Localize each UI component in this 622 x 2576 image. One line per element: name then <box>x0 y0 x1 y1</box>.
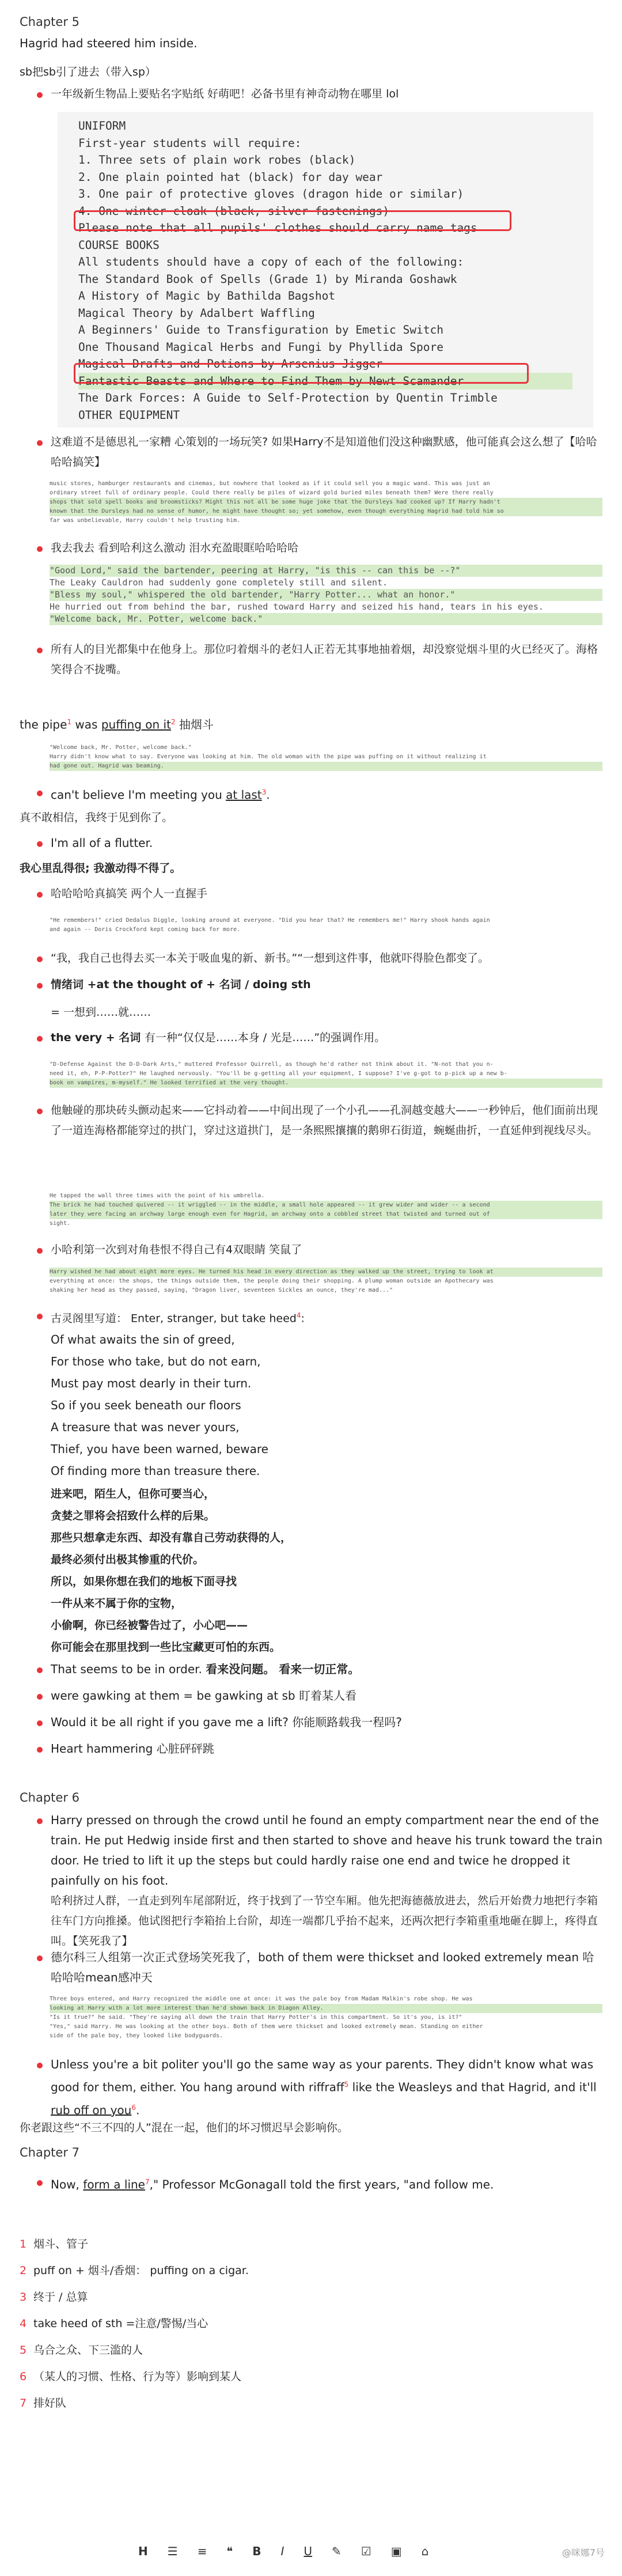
excerpt-line: everything at once: the shops, the things outside them, the people doing their shopping. A plump woman outside an Apothecary was <box>50 1278 494 1284</box>
list-item <box>51 2172 494 2195</box>
footnote <box>20 2368 241 2384</box>
list-item: Heart hammering 心脏砰砰跳 <box>51 1742 214 1756</box>
underlined-phrase: form a line <box>83 2177 145 2192</box>
text: was <box>71 717 101 732</box>
code-line: OTHER EQUIPMENT <box>78 408 180 422</box>
text: 抽烟斗 <box>175 717 214 732</box>
poem-line: Of what awaits the sin of greed, <box>51 1333 235 1346</box>
code-line: A Beginners' Guide to Transfiguration by Emetic Switch <box>78 323 443 336</box>
text: 有一种“仅仅是……本身 / 光是……”的强调作用。 <box>144 1031 386 1044</box>
excerpt-line-highlighted: had gone out. Hagrid was beaming. <box>50 762 602 771</box>
code-line: Magical Theory by Adalbert Waffling <box>78 306 315 320</box>
excerpt-line: side of the pale boy, they looked like bodyguards. <box>50 2033 223 2039</box>
list-item: 德尔科三人组第一次正式登场笑死我了，both of them were thickset and looked extremely mean 哈哈哈哈mean感冲天 <box>51 1950 594 1984</box>
poem-line: 最终必须付出极其惨重的代价。 <box>51 1553 204 1566</box>
book-excerpt <box>50 1995 602 2044</box>
list-item: 所有人的目光都集中在他身上。那位叼着烟斗的老妇人正若无其事地抽着烟，却没察觉烟斗里的火已经灭了。海格笑得合不拢嘴。 <box>51 643 598 676</box>
bullet-dot <box>37 1720 43 1726</box>
footnote-text: 烟斗、管子 <box>33 2238 89 2250</box>
poem-line: 所以，如果你想在我们的地板下面寻找 <box>51 1575 237 1588</box>
footnote-number: 4 <box>20 2317 27 2330</box>
code-line: The Standard Book of Spells (Grade 1) by Miranda Goshawk <box>78 272 457 286</box>
list-item: 这难道不是德思礼一家糟 心策划的一场玩笑? 如果Harry不是知道他们没这种幽默感，他可能真会这么想了【哈哈哈哈搞笑】 <box>51 436 597 468</box>
code-line: All students should have a copy of each of the following: <box>78 255 464 268</box>
poem-english <box>51 1329 268 1482</box>
code-line: COURSE BOOKS <box>78 238 160 252</box>
text: 古灵阁里写道： Enter, stranger, but take heed <box>51 1312 297 1325</box>
excerpt-line: shaking her head as they passed, saying, "Dragon liver, seventeen Sickles an ounce, they're mad..." <box>50 1287 393 1293</box>
text: can't believe I'm meeting you <box>51 788 226 802</box>
bullet-dot <box>37 1036 43 1042</box>
code-line: First-year students will require: <box>78 136 302 150</box>
footnote-ref[interactable]: 7 <box>145 2178 150 2186</box>
code-line: 4. One winter cloak (black, silver fastenings) <box>78 204 390 218</box>
excerpt-line: and again -- Doris Crockford kept coming back for more. <box>50 926 241 933</box>
paragraph: 你老跟这些“不三不四的人”混在一起，他们的坏习惯迟早会影响你。 <box>20 2121 348 2134</box>
bullet-dot <box>37 546 43 552</box>
code-line: A History of Magic by Bathilda Bagshot <box>78 289 336 302</box>
code-line: 1. Three sets of plain work robes (black) <box>78 153 356 167</box>
footnote-text: take heed of sth =注意/警惕/当心 <box>33 2317 208 2330</box>
book-excerpt <box>50 479 602 529</box>
code-line: 3. One pair of protective gloves (dragon hide or similar) <box>78 187 464 201</box>
footnote-number: 7 <box>20 2397 27 2409</box>
excerpt-line: The Leaky Cauldron had suddenly gone completely still and silent. <box>50 577 388 588</box>
footnote-ref[interactable]: 4 <box>296 1311 301 1319</box>
list-item: 我去我去 看到哈利这么激动 泪水充盈眼眶哈哈哈哈 <box>51 542 299 554</box>
list-item: 小哈利第一次到对角巷恨不得自己有4双眼睛 笑鼠了 <box>51 1243 302 1256</box>
poem-line: 那些只想拿走东西、却没有靠自己劳动获得的人， <box>51 1531 292 1544</box>
list-icon[interactable]: ☰ <box>167 2544 178 2558</box>
excerpt-line: "Is it true?" he said. "They're saying all down the train that Harry Potter's in this compartment. So it's you, is it?" <box>50 2014 462 2021</box>
footnote <box>20 2342 143 2357</box>
underlined-phrase: at last <box>226 788 262 802</box>
footnote-ref[interactable]: 1 <box>67 718 72 726</box>
bullet-dot <box>37 790 43 796</box>
bullet-dot <box>37 892 43 898</box>
excerpt-line: need it, eh, P-P-Potter?" He laughed nervously. "You'll be g-getting all your equipment, I suppose? I've g-got to p-pick up a new b- <box>50 1071 507 1077</box>
bullet-dot <box>37 841 43 847</box>
code-line: One Thousand Magical Herbs and Fungi by Phyllida Spore <box>78 340 443 354</box>
text: the very + 名词 <box>51 1031 145 1044</box>
bullet-dot <box>37 1248 43 1254</box>
text: . <box>135 2103 140 2117</box>
excerpt-line-highlighted: Harry wished he had about eight more eyes. He turned his head in every direction as they walked up the street, trying to look at <box>50 1268 602 1277</box>
red-annotation-box <box>74 363 529 384</box>
footnote-number: 2 <box>20 2264 27 2277</box>
text: like the Weasleys and that Hagrid, and it'll <box>348 2080 597 2094</box>
link-icon[interactable]: ⌂ <box>421 2544 429 2558</box>
excerpt-line: Three boys entered, and Harry recognized the middle one at once: it was the pale boy from Madam Malkin's robe shop. He was <box>50 1996 473 2002</box>
footnote-ref[interactable]: 5 <box>344 2081 349 2089</box>
bullet-dot <box>37 2063 43 2068</box>
paragraph: 真不敢相信，我终于见到你了。 <box>20 811 173 824</box>
paragraph: sb把sb引了进去（带入sp） <box>20 66 156 78</box>
excerpt-line: "He remembers!" cried Dedalus Diggle, looking around at everyone. "Did you hear that? He remembers me!" Harry shook hands again <box>50 917 490 924</box>
excerpt-line: far was unbelievable, Harry couldn't help trusting him. <box>50 517 241 524</box>
heading-button[interactable]: H <box>138 2544 148 2558</box>
poem-line: For those who take, but do not earn, <box>51 1355 261 1368</box>
footnote-text: 终于 / 总算 <box>33 2291 88 2303</box>
poem-line: 进来吧，陌生人，但你可要当心， <box>51 1488 215 1500</box>
bullet-dot <box>37 92 43 98</box>
poem-line: A treasure that was never yours, <box>51 1420 240 1434</box>
poem-line: 贪婪之罪将会招致什么样的后果。 <box>51 1510 215 1522</box>
excerpt-line: music stores, hamburger restaurants and cinemas, but nowhere that looked as if it could sell you a magic wand. This was just an <box>50 481 490 487</box>
bullet-dot <box>37 2180 43 2186</box>
underline-button[interactable]: U <box>304 2544 313 2558</box>
bullet-dot <box>37 983 43 989</box>
sub-note: = 一想到……就…… <box>51 1006 151 1019</box>
code-line: The Dark Forces: A Guide to Self-Protection by Quentin Trimble <box>78 391 498 404</box>
poem-line: So if you seek beneath our floors <box>51 1398 241 1412</box>
list-item: I'm all of a flutter. <box>51 836 153 850</box>
paragraph: Hagrid had steered him inside. <box>20 36 198 50</box>
bullet-dot <box>37 1109 43 1114</box>
red-annotation-box <box>74 210 511 231</box>
bullet-dot <box>37 1667 43 1673</box>
excerpt-line-highlighted: "Bless my soul," whispered the old bartender, "Harry Potter... what an honor." <box>50 589 602 601</box>
bullet-dot <box>37 1314 43 1319</box>
bullet-dot <box>37 956 43 962</box>
list-item <box>51 782 270 805</box>
text: . <box>266 788 270 802</box>
code-line: 2. One plain pointed hat (black) for day wear <box>78 170 383 184</box>
list-item <box>51 1028 385 1048</box>
bullet-dot <box>37 1955 43 1961</box>
footnote-number: 6 <box>20 2370 27 2383</box>
image-icon[interactable]: ▣ <box>390 2544 402 2558</box>
poem-line: 小偷啊，你已经被警告过了，小心吧—— <box>51 1619 248 1632</box>
brush-icon[interactable]: ✎ <box>332 2544 342 2558</box>
footnote <box>20 2315 208 2331</box>
footnote-ref[interactable]: 2 <box>170 718 176 726</box>
footnote-number: 3 <box>20 2291 27 2303</box>
text: That seems to be in order. <box>51 1662 206 1676</box>
watermark: @咪娜7号 <box>562 2547 605 2558</box>
excerpt-line: Harry didn't know what to say. Everyone was looking at him. The old woman with the pipe was puffing on it without realizing it <box>50 754 487 760</box>
footnote-text: （某人的习惯、性格、行为等）影响到某人 <box>33 2370 242 2383</box>
italic-button[interactable]: I <box>280 2544 285 2558</box>
bullet-dot <box>37 648 43 653</box>
code-line: Magical Drafts and Potions by Arsenius Jigger <box>78 357 383 370</box>
excerpt-line-highlighted: book on vampires, m-myself." He looked terrified at the very thought. <box>50 1079 602 1088</box>
ordered-list-icon[interactable]: ≡ <box>197 2544 207 2558</box>
text: Unless you're a bit politer you'll go the same way as your parents. They didn't know what was good for them, either. You hang around with riffraff <box>51 2057 594 2094</box>
bullet-dot <box>37 1818 43 1824</box>
footnote-ref[interactable]: 6 <box>131 2103 136 2112</box>
excerpt-line: ordinary street full of ordinary people. Could there really be piles of wizard gold buried miles beneath them? Were there really <box>50 490 494 496</box>
list-item: Would it be all right if you gave me a lift? 你能顺路载我一程吗? <box>51 1715 402 1729</box>
underlined-phrase: rub off on you <box>51 2103 132 2117</box>
excerpt-line-highlighted: shops that sold spell books and broomsticks? Might this not all be some huge joke that the Dursleys had cooked up? If Harry hadn't <box>50 498 602 507</box>
code-line: UNIFORM <box>78 119 126 133</box>
code-line: Please note that all pupils' clothes should carry name tags <box>78 221 477 234</box>
excerpt-line: "Yes," said Harry. He was looking at the other boys. Both of them were thickset and looked extremely mean. Standing on either <box>50 2023 483 2030</box>
poem-line: Thief, you have been warned, beware <box>51 1442 268 1456</box>
excerpt-line: sight. <box>50 1220 71 1227</box>
text: 看来没问题。 看来一切正常。 <box>206 1662 360 1676</box>
poem-chinese <box>51 1483 291 1658</box>
poem-line: 你可能会在那里找到一些比宝藏更可怕的东西。 <box>51 1641 281 1654</box>
bold-button[interactable]: B <box>252 2544 261 2558</box>
list-item <box>51 2055 604 2120</box>
paragraph: 哈利挤过人群，一直走到列车尾部附近，终于找到了一节空车厢。他先把海德薇放进去，然后开始费力地把行李箱往车门方向推搡。他试图把行李箱抬上台阶，却连一端都几乎抬不起来，还两次把行李箱重重地砸在脚上，疼得直叫。【笑死我了】 <box>51 1894 598 1947</box>
book-excerpt <box>50 565 602 627</box>
book-excerpt <box>50 916 602 937</box>
list-item: “我，我自己也得去买一本关于吸血鬼的新、新书。”“一想到这件事，他就吓得脸色都变了。 <box>51 952 490 964</box>
excerpt-line-highlighted: looking at Harry with a lot more interest than he'd shown back in Diagon Alley. <box>50 2004 602 2013</box>
excerpt-line-highlighted: later they were facing an archway large enough even for Hagrid, an archway onto a cobbled street that twisted and turned out of <box>50 1210 602 1219</box>
footnote-text: puff on + 烟斗/香烟： puffing on a cigar. <box>33 2264 249 2277</box>
text: : <box>301 1312 305 1325</box>
excerpt-line-highlighted: The brick he had touched quivered -- it wriggled -- in the middle, a small hole appeared -- it grew wider and wider -- a second <box>50 1201 602 1210</box>
footnote-text: 排好队 <box>33 2397 67 2409</box>
footnote-text: 乌合之众、下三滥的人 <box>33 2344 143 2356</box>
chapter-6-heading: Chapter 6 <box>20 1791 79 1805</box>
footnote-number: 5 <box>20 2344 27 2356</box>
chapter-5-heading: Chapter 5 <box>20 15 79 29</box>
list-item <box>51 1659 359 1679</box>
footnote <box>20 2288 88 2304</box>
bullet-dot <box>37 1694 43 1700</box>
footnote <box>20 2235 88 2251</box>
checkbox-icon[interactable]: ☑ <box>361 2544 371 2558</box>
excerpt-line-highlighted: "Good Lord," said the bartender, peering at Harry, "is this -- can this be --?" <box>50 565 602 577</box>
list-item <box>51 1306 305 1329</box>
list-item: Harry pressed on through the crowd until he found an empty compartment near the end of the train. He put Hedwig inside first and then started to shove and heave his trunk toward the train door. He tried to lift it up the steps but could hardly raise one end and twice he dropped it painfully on his foot. <box>51 1813 603 1887</box>
list-item: 一年级新生物品上要贴名字贴纸 好萌吧！必备书里有神奇动物在哪里 lol <box>51 88 399 100</box>
underlined-phrase: puffing on it <box>101 717 171 732</box>
excerpt-line: "D-Defense Against the D-D-Dark Arts," muttered Professor Quirrell, as though he'd rather not think about it. "N-not that you n- <box>50 1061 494 1068</box>
chapter-7-heading: Chapter 7 <box>20 2146 79 2159</box>
footnote <box>20 2262 249 2278</box>
quote-icon[interactable]: ❝ <box>226 2544 233 2558</box>
book-excerpt <box>50 1191 602 1232</box>
paragraph <box>20 712 214 735</box>
excerpt-line: He tapped the wall three times with the point of his umbrella. <box>50 1193 265 1199</box>
poem-line: 一件从来不属于你的宝物， <box>51 1597 183 1610</box>
excerpt-line-highlighted: "Welcome back, Mr. Potter, welcome back." <box>50 613 602 625</box>
text: Now, <box>51 2177 84 2192</box>
code-line-highlighted: Fantastic Beasts and Where to Find Them by Newt Scamander <box>78 373 572 390</box>
book-excerpt <box>50 1268 602 1298</box>
bullet-dot <box>37 440 43 446</box>
bullet-dot <box>37 1747 43 1753</box>
list-item: 情绪词 +at the thought of + 名词 / doing sth <box>51 978 311 991</box>
text: the pipe <box>20 717 67 732</box>
excerpt-line-highlighted: known that the Dursleys had no sense of humor, he might have thought so; yet somehow, even though everything Hagrid had told him so <box>50 507 602 516</box>
formatting-toolbar <box>138 2535 536 2567</box>
list-item: 哈哈哈哈真搞笑 两个人一直握手 <box>51 887 208 900</box>
excerpt-line: "Welcome back, Mr. Potter, welcome back." <box>50 744 192 751</box>
poem-line: Must pay most dearly in their turn. <box>51 1376 252 1390</box>
book-excerpt <box>50 743 602 773</box>
list-item: were gawking at them = be gawking at sb 盯着某人看 <box>51 1689 356 1703</box>
footnote-number: 1 <box>20 2238 27 2250</box>
excerpt-line: He hurried out from behind the bar, rushed toward Harry and seized his hand, tears in his eyes. <box>50 602 544 612</box>
footnote-ref[interactable]: 3 <box>261 788 267 796</box>
footnote <box>20 2395 66 2410</box>
book-excerpt <box>50 1060 602 1090</box>
paragraph: 我心里乱得很; 我激动得不得了。 <box>20 862 181 875</box>
text: ," Professor McGonagall told the first years, "and follow me. <box>149 2177 494 2192</box>
poem-line: Of finding more than treasure there. <box>51 1464 260 1478</box>
list-item: 他触碰的那块砖头颤动起来——它抖动着——中间出现了一个小孔——孔洞越变越大——一秒钟后，他们面前出现了一道连海格都能穿过的拱门，穿过这道拱门，是一条熙熙攘攘的鹅卵石街道，蜿蜒曲折，一直延伸到视线尽头。 <box>51 1104 598 1137</box>
